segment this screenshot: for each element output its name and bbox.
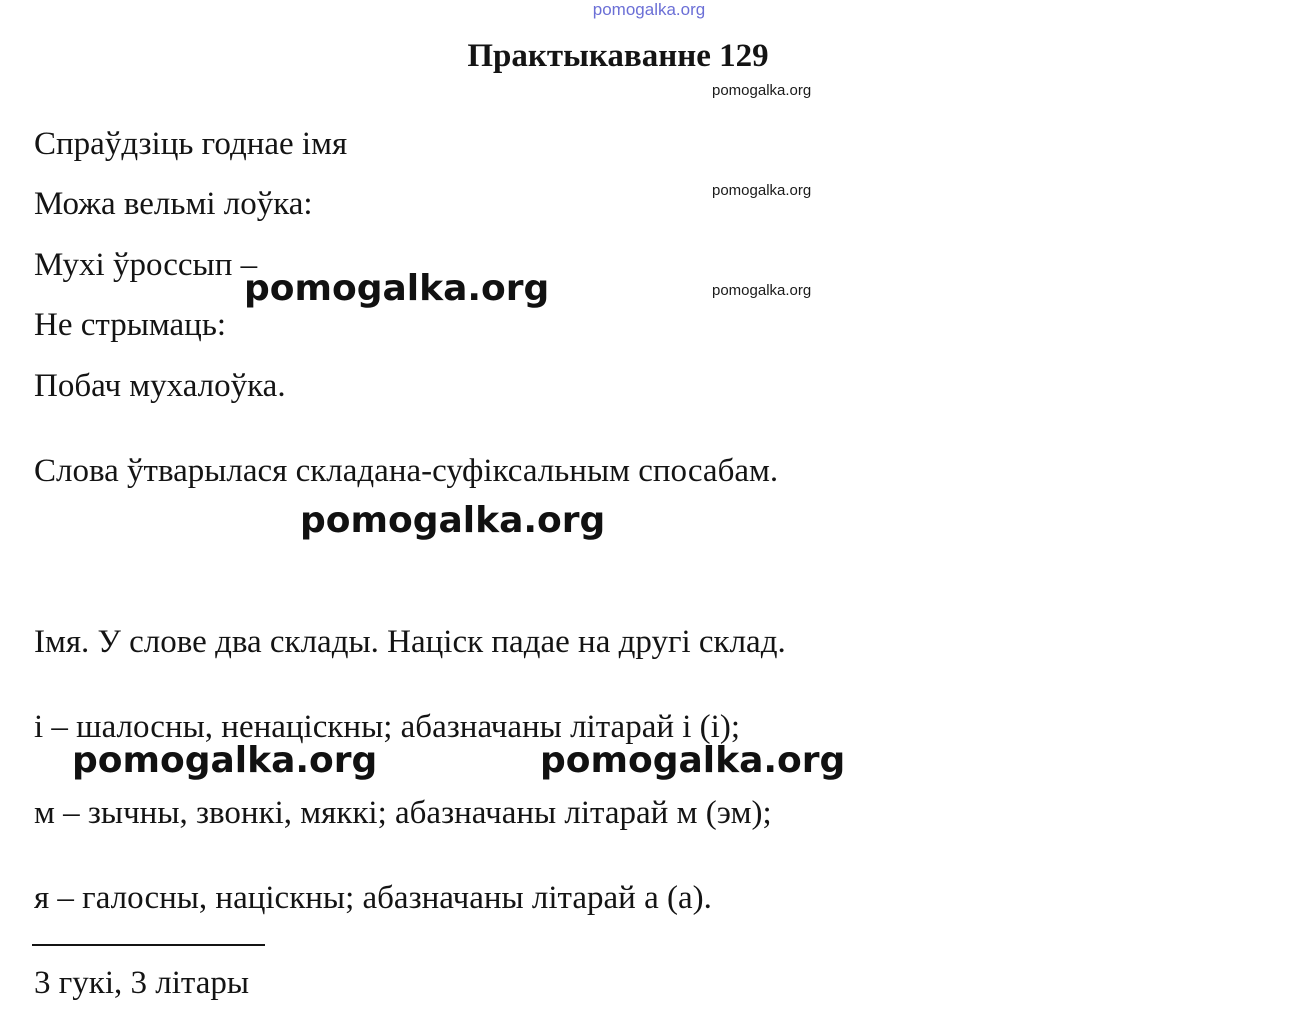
poem-line: Спраўдзіць годнае імя — [34, 126, 348, 162]
syllables-text: Імя. У слове два склады. Націск падае на другі склад. — [34, 624, 786, 660]
watermark-large: pomogalka.org — [72, 740, 378, 781]
site-watermark-top[interactable]: pomogalka.org — [592, 0, 706, 19]
poem-line: Побач мухалоўка. — [34, 368, 286, 404]
watermark-small: pomogalka.org — [712, 82, 812, 99]
poem-line: Можа вельмі лоўка: — [34, 186, 313, 222]
sound-analysis-line: і – шалосны, ненаціскны; абазначаны літарай і (і); — [34, 709, 740, 745]
poem-line: Мухі ўроссып – — [34, 247, 258, 283]
summary-text: 3 гукі, 3 літары — [34, 965, 250, 1001]
watermark-large: pomogalka.org — [244, 268, 550, 309]
word-formation-text: Слова ўтварылася складана-суфіксальным спосабам. — [34, 453, 779, 489]
sound-analysis-line: м – зычны, звонкі, мяккі; абазначаны літарай м (эм); — [34, 795, 772, 831]
poem-line: Не стрымаць: — [34, 307, 227, 343]
sound-analysis-line: я – галосны, націскны; абазначаны літарай а (а). — [34, 880, 712, 916]
page-title: Практыкаванне 129 — [467, 38, 769, 74]
watermark-large: pomogalka.org — [300, 500, 606, 541]
divider-line — [32, 944, 265, 946]
watermark-large: pomogalka.org — [540, 740, 846, 781]
watermark-small: pomogalka.org — [712, 282, 812, 299]
watermark-small: pomogalka.org — [712, 182, 812, 199]
